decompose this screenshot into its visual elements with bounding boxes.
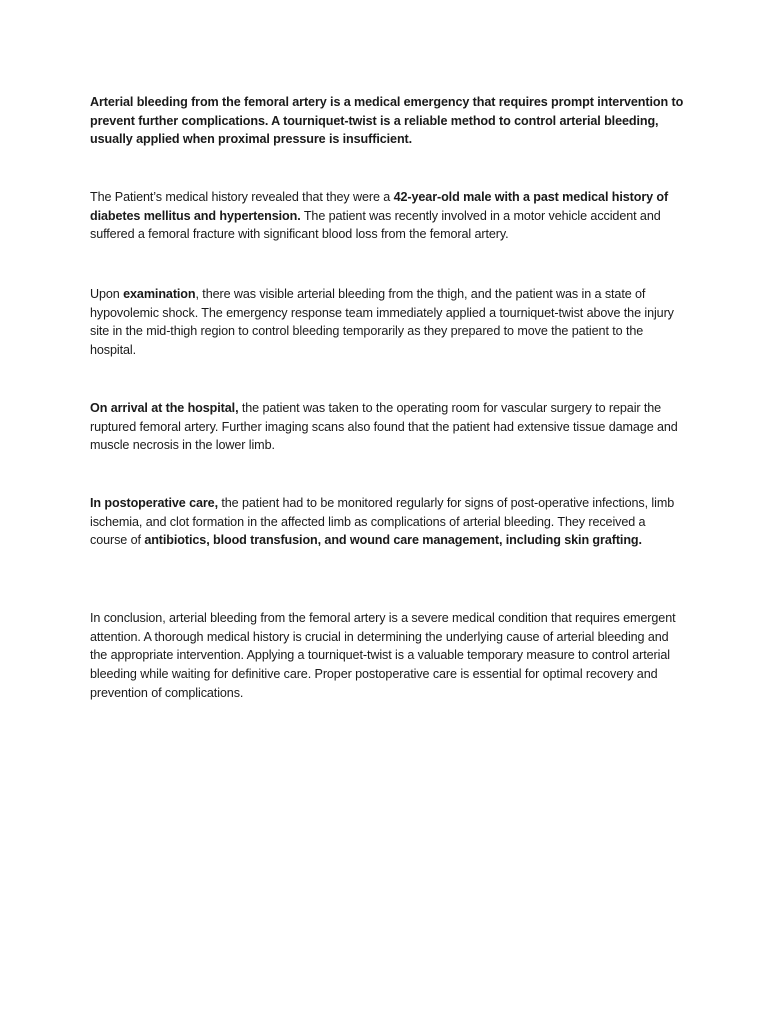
text-segment: On arrival at the hospital, <box>90 401 239 415</box>
examination-paragraph <box>90 285 686 360</box>
text-segment: 42-year-old male with a past medical history of diabetes mellitus and hypertension. <box>90 190 669 223</box>
intro-paragraph <box>90 93 686 149</box>
text-segment: Upon <box>90 287 124 301</box>
medical-history-paragraph <box>90 188 686 244</box>
text-segment: In postoperative care, <box>90 496 218 510</box>
text-segment: examination <box>123 287 196 301</box>
postoperative-care-paragraph <box>90 494 686 550</box>
text-segment: In conclusion, arterial bleeding from the femoral artery is a severe medical condition that requires emergent attention. A thorough medical history is crucial in determining the underlying cause of arterial bleeding and the appropriate intervention. Applying a tourniquet-twist is a valuable temporary measure to control arterial bleeding while waiting for definitive care. Proper postoperative care is essential for optimal recovery and prevention of complications. <box>90 611 676 700</box>
conclusion-paragraph <box>90 609 686 703</box>
text-segment: the patient had to be monitored regularly for signs of post-operative infections, limb ischemia, and clot formation in the affected limb as complications of arterial bleeding. They received a course of <box>90 496 675 548</box>
text-segment: The patient was recently involved in a motor vehicle accident and suffered a femoral fracture with significant blood loss from the femoral artery. <box>90 208 661 242</box>
text-segment: Arterial bleeding from the femoral artery is a medical emergency that requires prompt intervention to prevent further complications. A tourniquet-twist is a reliable method to control arterial bleeding, usually applied when proximal pressure is insufficient. <box>90 95 684 147</box>
text-segment: the patient was taken to the operating room for vascular surgery to repair the ruptured femoral artery. Further imaging scans also found that the patient had extensive tissue damage and muscle necrosis in the lower limb. <box>90 401 678 453</box>
text-segment: The Patient’s medical history revealed that they were a <box>90 190 394 204</box>
text-segment: antibiotics, blood transfusion, and wound care management, including skin grafting. <box>144 533 642 548</box>
text-segment: , there was visible arterial bleeding from the thigh, and the patient was in a state of hypovolemic shock. The emergency response team immediately applied a tourniquet-twist above the injury site in the mid-thigh region to control bleeding temporarily as they prepared to move the patient to the hospital. <box>90 287 674 358</box>
hospital-arrival-paragraph <box>90 399 686 455</box>
